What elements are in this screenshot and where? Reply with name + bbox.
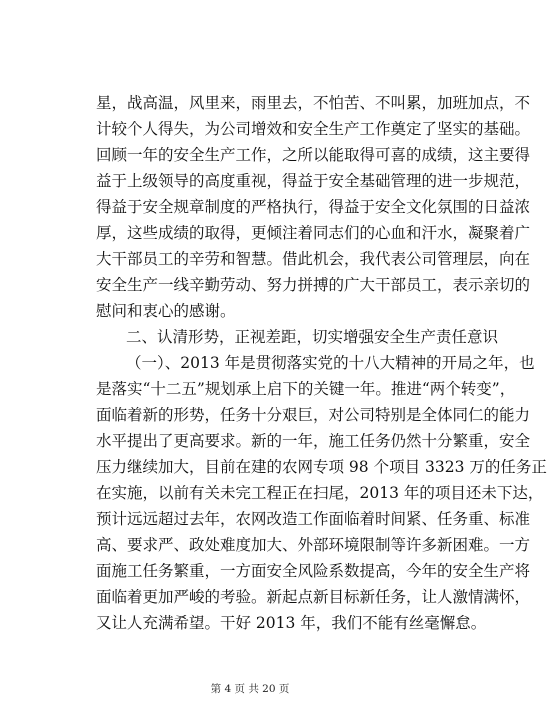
body-text <box>96 90 547 636</box>
text-line: 星，战高温，风里来，雨里去，不怕苦、不叫累，加班加点，不 <box>96 94 531 112</box>
text-line: 益于上级领导的高度重视，得益于安全基础管理的进一步规范， <box>96 172 531 190</box>
text-line: 计较个人得失，为公司增效和安全生产工作奠定了坚实的基础。 <box>96 120 531 138</box>
text-line: 大干部员工的辛劳和智慧。借此机会，我代表公司管理层，向在 <box>96 250 531 268</box>
text-line: 高、要求严、政处难度加大、外部环境限制等许多新困难。一方 <box>96 536 531 554</box>
page-footer: 第 4 页 共 20 页 <box>210 683 290 695</box>
text-line: 得益于安全规章制度的严格执行，得益于安全文化氛围的日益浓 <box>96 198 531 216</box>
text-line: 面施工任务繁重，一方面安全风险系数提高，今年的安全生产将 <box>96 562 531 580</box>
text-line: 又让人充满希望。干好 2013 年，我们不能有丝毫懈怠。 <box>96 614 487 632</box>
text-line: 回顾一年的安全生产工作，之所以能取得可喜的成绩，这主要得 <box>96 146 531 164</box>
text-line: 厚，这些成绩的取得，更倾注着同志们的心血和汗水，凝聚着广 <box>96 224 531 242</box>
text-line: 面临着新的形势，任务十分艰巨，对公司特别是全体同仁的能力 <box>96 406 531 424</box>
text-line: 压力继续加大，目前在建的农网专项 98 个项目 3323 万的任务正 <box>96 458 547 476</box>
section-heading: 二、认清形势，正视差距，切实增强安全生产责任意识 <box>126 328 499 346</box>
text-line: 安全生产一线辛勤劳动、努力拼搏的广大干部员工，表示亲切的 <box>96 276 531 294</box>
paragraph-first-line: （一）、2013 年是贯彻落实党的十八大精神的开局之年，也 <box>126 354 535 372</box>
text-line: 预计远远超过去年，农网改造工作面临着时间紧、任务重、标准 <box>96 510 531 528</box>
text-line: 是落实“十二五”规划承上启下的关键一年。推进“两个转变”， <box>96 380 516 398</box>
text-line: 在实施，以前有关未完工程正在扫尾，2013 年的项目还未下达， <box>96 484 544 502</box>
text-line: 面临着更加严峻的考验。新起点新目标新任务，让人激情满怀， <box>96 588 531 606</box>
text-line: 慰问和衷心的感谢。 <box>96 302 236 320</box>
text-line: 水平提出了更高要求。新的一年，施工任务仍然十分繁重，安全 <box>96 432 531 450</box>
